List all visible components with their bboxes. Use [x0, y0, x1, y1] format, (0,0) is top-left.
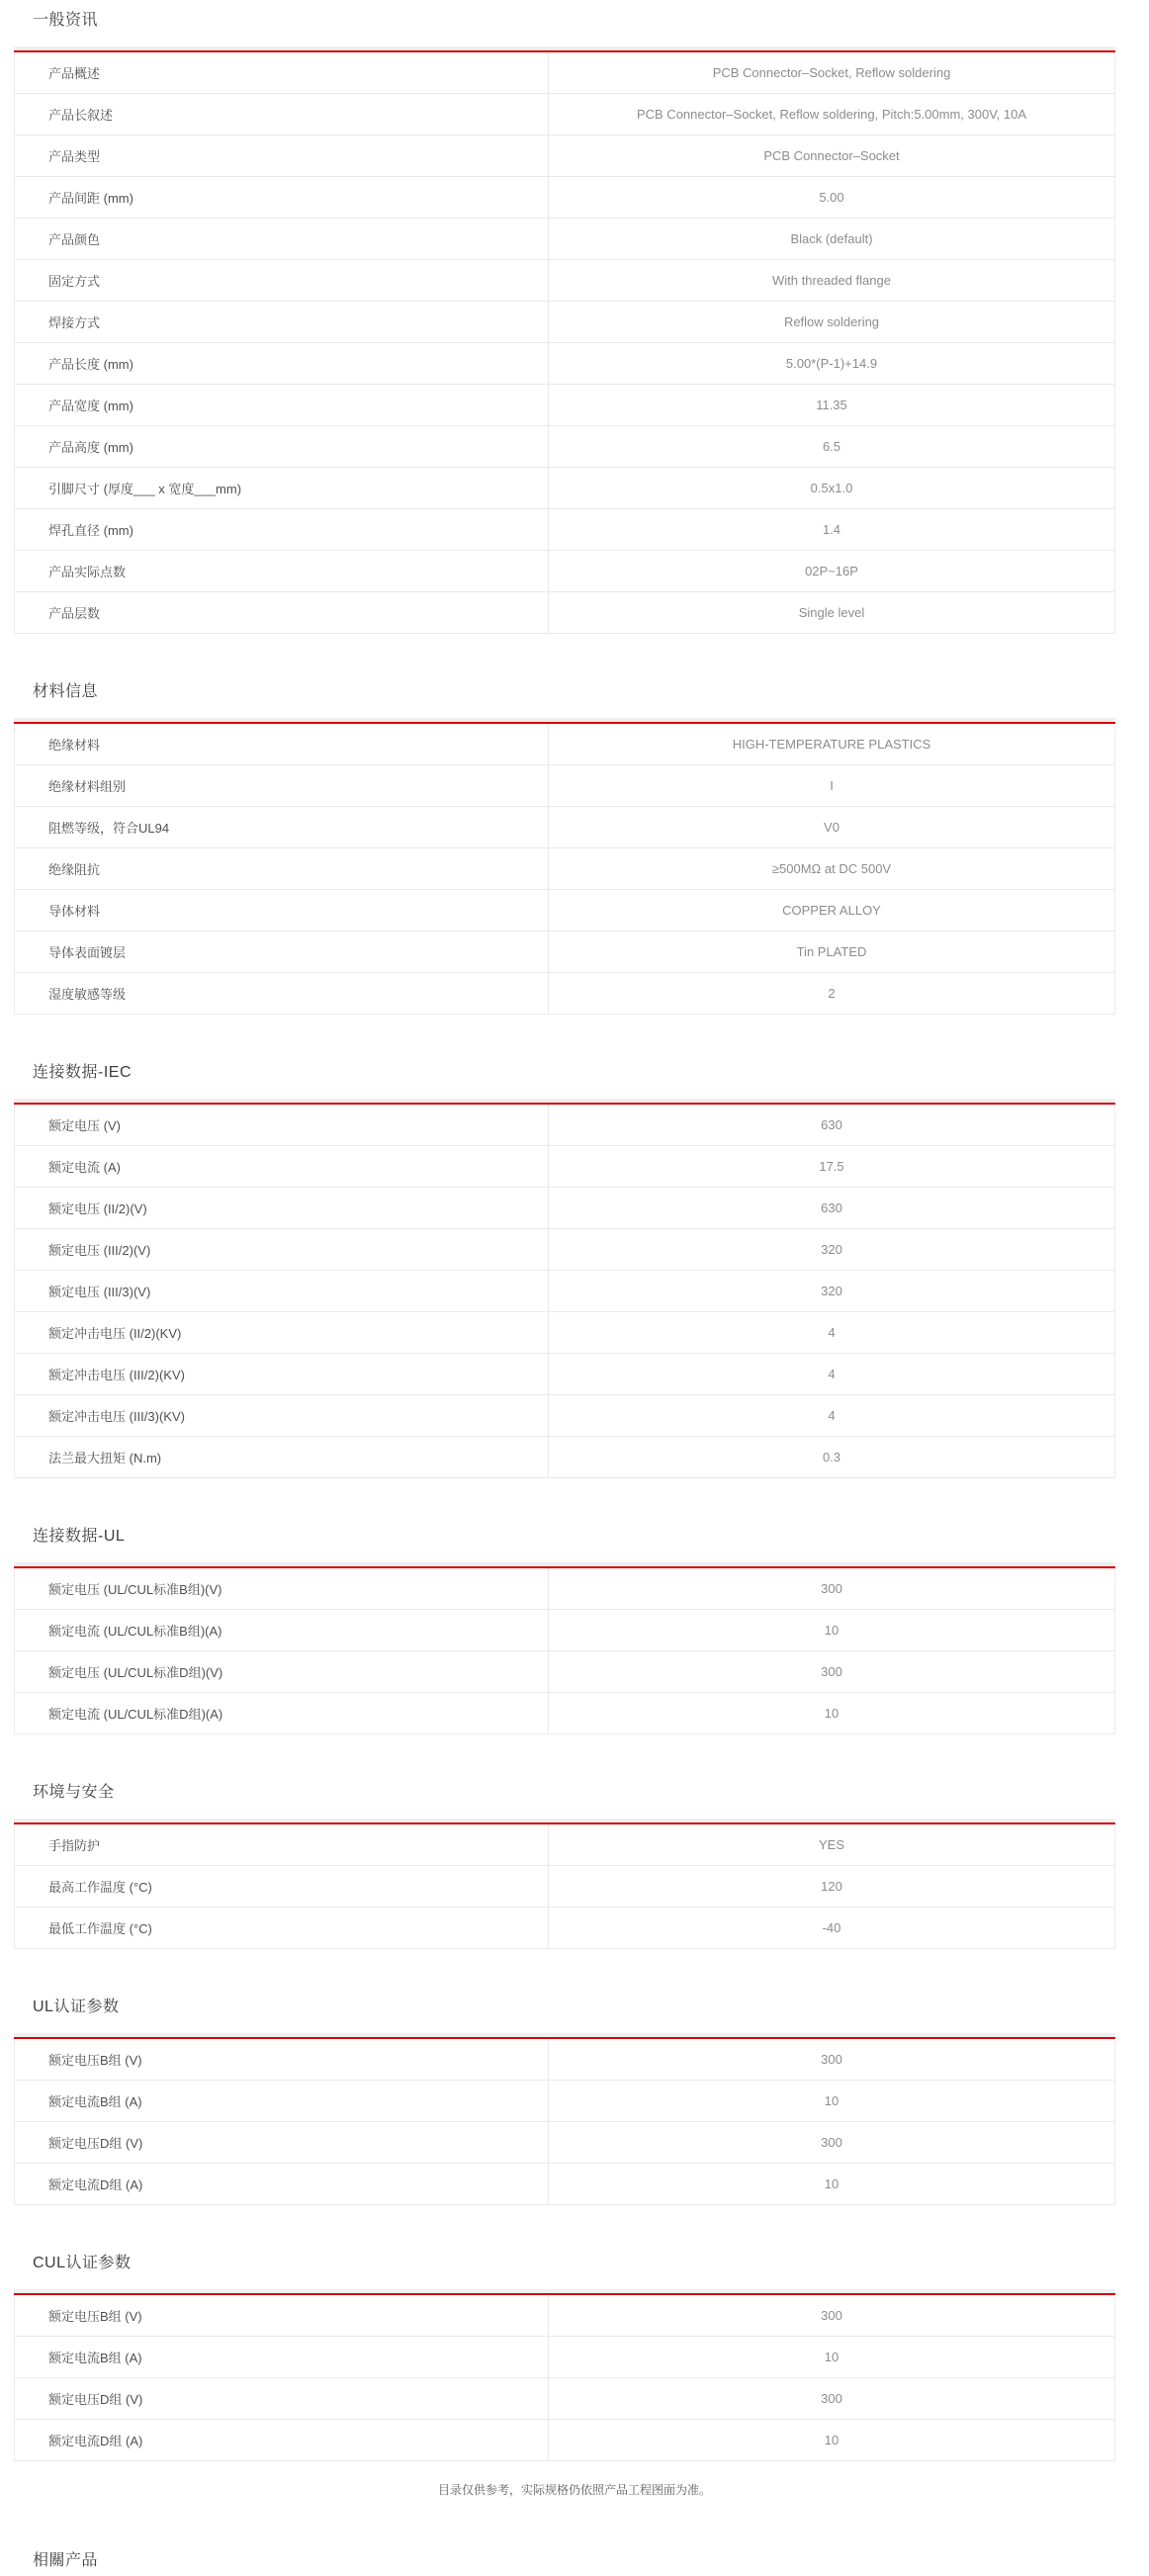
spec-value: Tin PLATED [548, 932, 1114, 972]
spec-label: 额定冲击电压 (II/2)(KV) [48, 1326, 182, 1341]
spec-value: 4 [548, 1312, 1114, 1353]
spec-label: 湿度敏感等级 [48, 987, 127, 1002]
spec-label: 最低工作温度 (°C) [48, 1921, 152, 1936]
spec-label: 产品长度 (mm) [48, 357, 133, 372]
section-header [14, 1782, 1115, 1819]
spec-value: Single level [548, 592, 1114, 633]
spec-label: 固定方式 [48, 274, 101, 289]
table-row [15, 260, 1114, 302]
table-row [15, 1568, 1114, 1610]
section-collapse-button[interactable] [1096, 700, 1100, 708]
table-row [15, 973, 1114, 1015]
spec-label: 焊孔直径 (mm) [48, 523, 133, 538]
spec-value: 1.4 [548, 509, 1114, 550]
spec-label: 最高工作温度 (°C) [48, 1880, 152, 1895]
spec-value: 0.5x1.0 [548, 468, 1114, 508]
spec-value: 300 [548, 1651, 1114, 1692]
section-header [14, 1526, 1115, 1562]
spec-value: 630 [548, 1105, 1114, 1145]
table-row [15, 135, 1114, 177]
spec-value: 320 [548, 1229, 1114, 1270]
spec-value: 10 [548, 1610, 1114, 1650]
table-row [15, 343, 1114, 385]
spec-value: 300 [548, 2378, 1114, 2419]
spec-value: 11.35 [548, 385, 1114, 425]
table-row [15, 1105, 1114, 1146]
section-collapse-button[interactable] [1096, 1081, 1100, 1089]
spec-table [14, 1568, 1115, 1734]
section-title: 连接数据-UL [33, 1528, 126, 1545]
spec-label: 引脚尺寸 (厚度___ x 宽度___mm) [48, 482, 242, 496]
spec-value: 5.00 [548, 177, 1114, 218]
table-row [15, 1312, 1114, 1354]
spec-section [14, 1782, 1115, 1949]
spec-section [14, 2253, 1115, 2461]
spec-value: PCB Connector–Socket, Reflow soldering [548, 52, 1114, 93]
spec-content [14, 10, 1115, 2461]
section-collapse-button[interactable] [1096, 29, 1100, 37]
spec-section [14, 1997, 1115, 2205]
table-row [15, 890, 1114, 932]
spec-label: 额定电流 (UL/CUL标准B组)(A) [48, 1624, 222, 1639]
section-title: 一般资讯 [33, 12, 99, 29]
table-row [15, 426, 1114, 468]
spec-label: 产品概述 [48, 66, 101, 81]
table-row [15, 2378, 1114, 2420]
spec-label: 产品颜色 [48, 232, 101, 247]
table-row [15, 551, 1114, 592]
related-products-title: 相關产品 [33, 2552, 99, 2569]
spec-label: 额定电流B组 (A) [48, 2094, 142, 2109]
spec-label: 产品高度 (mm) [48, 440, 133, 455]
spec-value: 0.3 [548, 1437, 1114, 1477]
spec-value: With threaded flange [548, 260, 1114, 301]
spec-value: V0 [548, 807, 1114, 847]
section-collapse-button[interactable] [1096, 1545, 1100, 1553]
spec-label: 额定电流 (UL/CUL标准D组)(A) [48, 1707, 223, 1722]
spec-label: 额定冲击电压 (III/3)(KV) [48, 1409, 185, 1424]
spec-table [14, 2295, 1115, 2461]
table-row [15, 724, 1114, 765]
spec-value: PCB Connector–Socket [548, 135, 1114, 176]
spec-value: 10 [548, 1693, 1114, 1733]
spec-value: 300 [548, 2295, 1114, 2336]
spec-sections [14, 10, 1115, 2461]
spec-value: YES [548, 1824, 1114, 1865]
spec-label: 额定电压D组 (V) [48, 2136, 143, 2151]
section-header [14, 1997, 1115, 2033]
spec-label: 产品实际点数 [48, 565, 127, 579]
section-collapse-button[interactable] [1096, 2015, 1100, 2023]
spec-table [14, 1824, 1115, 1949]
section-header [14, 1062, 1115, 1099]
table-row [15, 2164, 1114, 2205]
table-row [15, 1188, 1114, 1229]
table-row [15, 52, 1114, 94]
spec-label: 法兰最大扭矩 (N.m) [48, 1451, 162, 1466]
table-row [15, 1866, 1114, 1908]
section-title: UL认证参数 [33, 1999, 120, 2015]
spec-value: 5.00*(P-1)+14.9 [548, 343, 1114, 384]
spec-value: 120 [548, 1866, 1114, 1907]
spec-label: 产品类型 [48, 149, 101, 164]
table-row [15, 1395, 1114, 1437]
spec-value: I [548, 765, 1114, 806]
table-row [15, 848, 1114, 890]
spec-table [14, 724, 1115, 1015]
spec-label: 额定电压 (III/3)(V) [48, 1285, 151, 1299]
spec-value: Black (default) [548, 219, 1114, 259]
spec-label: 额定电流D组 (A) [48, 2177, 143, 2192]
section-collapse-button[interactable] [1096, 2271, 1100, 2279]
table-row [15, 2039, 1114, 2081]
spec-label: 手指防护 [48, 1838, 101, 1853]
spec-value: 300 [548, 2039, 1114, 2080]
spec-value: 300 [548, 2122, 1114, 2163]
table-row [15, 2337, 1114, 2378]
table-row [15, 302, 1114, 343]
spec-section [14, 1526, 1115, 1734]
table-row [15, 385, 1114, 426]
table-row [15, 1229, 1114, 1271]
spec-label: 额定电压D组 (V) [48, 2392, 143, 2407]
spec-label: 额定电压 (III/2)(V) [48, 1243, 151, 1258]
spec-label: 额定电压 (V) [48, 1118, 121, 1133]
spec-table [14, 2039, 1115, 2205]
table-row [15, 177, 1114, 219]
section-title: 环境与安全 [33, 1784, 115, 1801]
table-row [15, 765, 1114, 807]
spec-label: 额定电压 (II/2)(V) [48, 1201, 147, 1216]
spec-value: 02P~16P [548, 551, 1114, 591]
section-header [14, 10, 1115, 46]
spec-label: 产品长叙述 [48, 108, 114, 123]
spec-label: 阻燃等级，符合UL94 [48, 821, 170, 836]
table-row [15, 932, 1114, 973]
spec-label: 额定电流D组 (A) [48, 2434, 143, 2448]
spec-label: 额定电压B组 (V) [48, 2309, 142, 2324]
spec-value: 10 [548, 2420, 1114, 2460]
section-title: CUL认证参数 [33, 2255, 132, 2271]
spec-value: 320 [548, 1271, 1114, 1311]
spec-section [14, 681, 1115, 1015]
spec-value: COPPER ALLOY [548, 890, 1114, 931]
spec-value: PCB Connector–Socket, Reflow soldering, Pitch:5.00mm, 300V, 10A [548, 94, 1114, 134]
spec-value: 2 [548, 973, 1114, 1014]
table-row [15, 2295, 1114, 2337]
spec-value: 6.5 [548, 426, 1114, 467]
spec-label: 额定电压 (UL/CUL标准B组)(V) [48, 1582, 222, 1597]
spec-label: 额定电压 (UL/CUL标准D组)(V) [48, 1665, 223, 1680]
spec-label: 产品层数 [48, 606, 101, 621]
spec-value: 300 [548, 1568, 1114, 1609]
spec-label: 产品间距 (mm) [48, 191, 133, 206]
spec-label: 绝缘材料组别 [48, 779, 127, 794]
section-header [14, 681, 1115, 718]
spec-label: 额定电压B组 (V) [48, 2053, 142, 2068]
table-row [15, 2420, 1114, 2461]
spec-label: 产品宽度 (mm) [48, 399, 133, 413]
spec-value: 630 [548, 1188, 1114, 1228]
section-header [14, 2253, 1115, 2289]
section-title: 连接数据-IEC [33, 1064, 133, 1081]
spec-table [14, 52, 1115, 634]
spec-value: 10 [548, 2337, 1114, 2377]
table-row [15, 592, 1114, 634]
spec-value: HIGH-TEMPERATURE PLASTICS [548, 724, 1114, 764]
spec-section [14, 1062, 1115, 1478]
spec-label: 导体材料 [48, 904, 101, 919]
disclaimer-note: 目录仅供参考，实际规格仍依照产品工程图面为准。 [437, 2483, 711, 2497]
table-row [15, 807, 1114, 848]
table-row [15, 1824, 1114, 1866]
spec-value: -40 [548, 1908, 1114, 1948]
spec-value: Reflow soldering [548, 302, 1114, 342]
section-collapse-button[interactable] [1096, 1801, 1100, 1809]
table-row [15, 1693, 1114, 1734]
table-row [15, 1354, 1114, 1395]
spec-value: ≥500MΩ at DC 500V [548, 848, 1114, 889]
table-row [15, 219, 1114, 260]
spec-value: 17.5 [548, 1146, 1114, 1187]
table-row [15, 1610, 1114, 1651]
table-row [15, 509, 1114, 551]
spec-section [14, 10, 1115, 634]
spec-value: 10 [548, 2081, 1114, 2121]
spec-table [14, 1105, 1115, 1478]
table-row [15, 1271, 1114, 1312]
spec-label: 额定电流 (A) [48, 1160, 121, 1175]
spec-label: 绝缘阻抗 [48, 862, 101, 877]
table-row [15, 2081, 1114, 2122]
spec-label: 绝缘材料 [48, 738, 101, 753]
spec-label: 焊接方式 [48, 315, 101, 330]
table-row [15, 1146, 1114, 1188]
table-row [15, 2122, 1114, 2164]
spec-label: 额定电流B组 (A) [48, 2351, 142, 2365]
spec-value: 10 [548, 2164, 1114, 2204]
product-spec-page [0, 10, 1149, 2576]
table-row [15, 94, 1114, 135]
spec-value: 4 [548, 1354, 1114, 1394]
table-row [15, 1651, 1114, 1693]
table-row [15, 1908, 1114, 1949]
table-row [15, 1437, 1114, 1478]
spec-value: 4 [548, 1395, 1114, 1436]
spec-label: 导体表面镀层 [48, 945, 127, 960]
section-title: 材料信息 [33, 683, 99, 700]
spec-label: 额定冲击电压 (III/2)(KV) [48, 1368, 185, 1382]
table-row [15, 468, 1114, 509]
